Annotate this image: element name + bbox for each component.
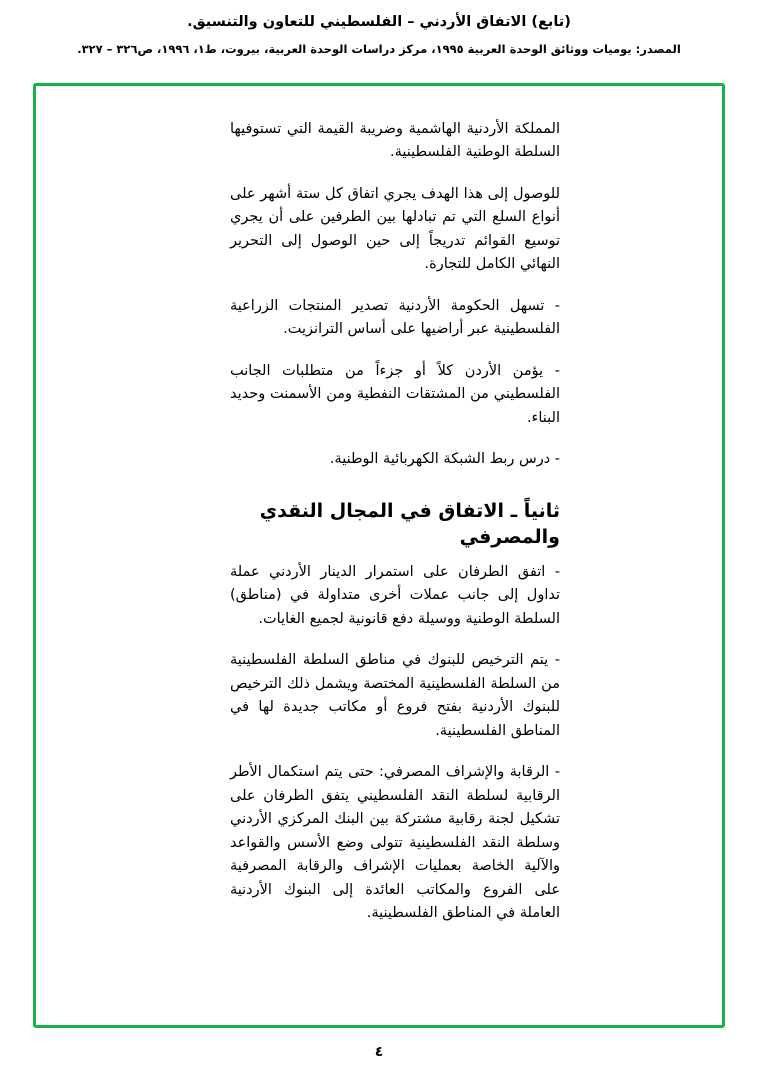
section-heading: ثانياً ـ الاتفاق في المجال النقدي والمصرفي — [259, 499, 560, 549]
paragraph: - اتفق الطرفان على استمرار الدينار الأردني عملة تداول إلى جانب عملات أخرى متداولة في (مناطق) السلطة الوطنية ووسيلة دفع قانونية لجميع الغايات. — [230, 564, 560, 627]
paragraph: - تسهل الحكومة الأردنية تصدير المنتجات الزراعية الفلسطينية عبر أراضيها على أساس الترانزيت. — [230, 297, 560, 338]
paragraph: - يؤمن الأردن كلاً أو جزءاً من متطلبات الجانب الفلسطيني من المشتقات النفطية ومن الأسمنت وحديد البناء. — [230, 362, 560, 426]
paragraph: - الرقابة والإشراف المصرفي: حتى يتم استكمال الأطر الرقابية لسلطة النقد الفلسطيني يتفق الطرفان على تشكيل لجنة رقابية مشتركة بين البنك المركزي الأردني وسلطة النقد الفلسطينية تتولى وضع الأسس والقواعد والآلية الخاصة بعمليات الإشراف والرقابة المصرفية على الفروع والمكاتب العائدة إلى البنوك الأردنية العاملة في المناطق الفلسطينية. — [230, 764, 560, 922]
page-header — [0, 0, 758, 56]
paragraph: للوصول إلى هذا الهدف يجري اتفاق كل ستة أشهر على أنواع السلع التي تم تبادلها بين الطرفين على أن يجري توسيع القوائم تدريجاً إلى حين الوصول إلى التحرير النهائي الكامل للتجارة. — [230, 185, 560, 273]
document-body — [230, 118, 560, 944]
paragraph: المملكة الأردنية الهاشمية وضريبة القيمة التي تستوفيها السلطة الوطنية الفلسطينية. — [230, 121, 560, 161]
document-source: المصدر: يوميات ووثائق الوحدة العربية ١٩٩٥، مركز دراسات الوحدة العربية، بيروت، ط١، ١٩٩٦، ص٣٢٦ – ٣٢٧. — [77, 41, 681, 56]
paragraph: - درس ربط الشبكة الكهربائية الوطنية. — [329, 451, 560, 468]
document-title: (تابع) الاتفاق الأردني – الفلسطيني للتعاون والتنسيق. — [187, 14, 571, 30]
paragraph: - يتم الترخيص للبنوك في مناطق السلطة الفلسطينية من السلطة الفلسطينية المختصة ويشمل ذلك الترخيص للبنوك الأردنية بفتح فروع أو مكاتب جديدة لها في المناطق الفلسطينية. — [230, 652, 560, 739]
page-number: ٤ — [374, 1044, 384, 1060]
